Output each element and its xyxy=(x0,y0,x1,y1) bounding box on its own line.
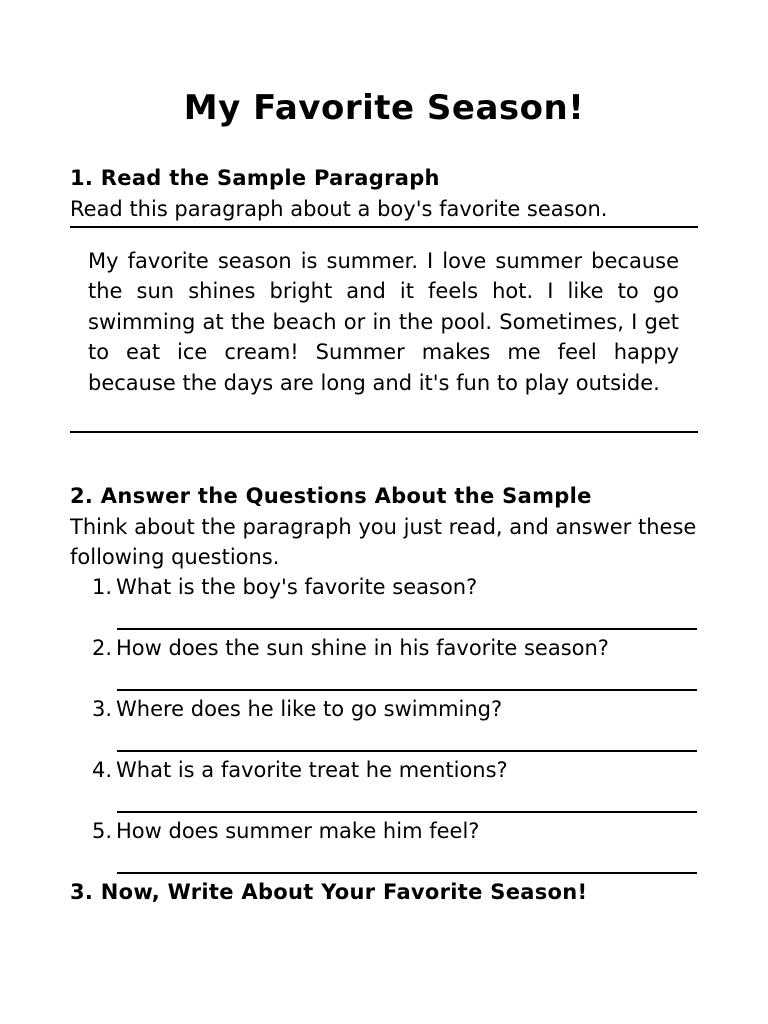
question-item xyxy=(92,633,698,694)
section-1-heading: 1. Read the Sample Paragraph xyxy=(70,166,440,190)
answer-line[interactable] xyxy=(117,750,697,752)
question-text: What is a favorite treat he mentions? xyxy=(116,758,508,782)
question-number: 3. xyxy=(92,697,113,721)
question-number: 1. xyxy=(92,575,113,599)
question-number: 4. xyxy=(92,758,113,782)
sample-paragraph: My favorite season is summer. I love summer because the sun shines bright and it feels hot. I like to go swimming at the beach or in the pool. Sometimes, I get to eat ice cream! Summer makes me feel happy because the days are long and it's fun to play outside. xyxy=(88,249,679,395)
question-text: How does summer make him feel? xyxy=(116,819,480,843)
section-2-instruction: Think about the paragraph you just read, and answer these following questions. xyxy=(70,515,697,569)
question-list xyxy=(92,572,698,877)
sample-top-rule xyxy=(70,226,698,228)
section-2-heading: 2. Answer the Questions About the Sample xyxy=(70,484,592,508)
section-3-heading: 3. Now, Write About Your Favorite Season! xyxy=(70,880,588,904)
section-1-instruction: Read this paragraph about a boy's favorite season. xyxy=(70,197,608,221)
answer-line[interactable] xyxy=(117,811,697,813)
answer-line[interactable] xyxy=(117,689,697,691)
answer-line[interactable] xyxy=(117,872,697,874)
answer-line[interactable] xyxy=(117,628,697,630)
question-text: Where does he like to go swimming? xyxy=(116,697,503,721)
question-text: What is the boy's favorite season? xyxy=(116,575,478,599)
question-item xyxy=(92,694,698,755)
sample-bottom-rule xyxy=(70,431,698,433)
question-text: How does the sun shine in his favorite season? xyxy=(116,636,609,660)
page-title: My Favorite Season! xyxy=(183,88,585,128)
question-item xyxy=(92,755,698,816)
question-item xyxy=(92,816,698,877)
question-number: 5. xyxy=(92,819,113,843)
question-item xyxy=(92,572,698,633)
question-number: 2. xyxy=(92,636,113,660)
